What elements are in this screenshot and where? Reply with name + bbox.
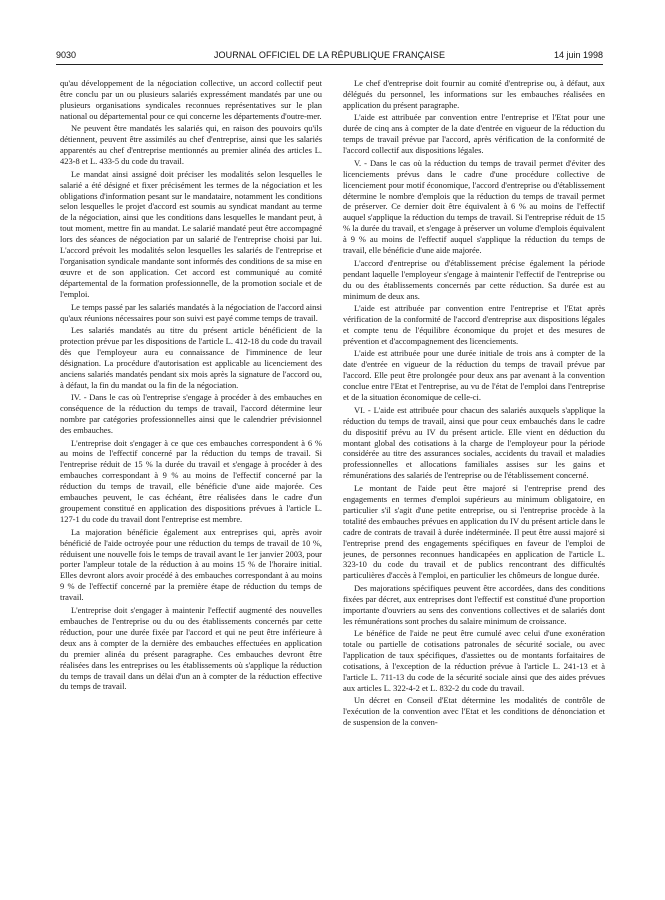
paragraph: Le chef d'entreprise doit fournir au comité d'entreprise ou, à défaut, aux délégués du personnel, les informations sur les embauches réalisées en application du présent paragraphe.: [343, 78, 605, 110]
journal-title: JOURNAL OFFICIEL DE LA RÉPUBLIQUE FRANÇAISE: [213, 50, 446, 60]
paragraph: L'entreprise doit s'engager à maintenir l'effectif augmenté des nouvelles embauches de l'entreprise ou du ou des établissements concernés par cette réduction, pour une durée fixée par l'accord et qui ne peut être inférieure à deux ans à compter de la dernière des embauches effectuées en application du premier alinéa du présent paragraphe. Ces embauches devront être réalisées dans les entreprises ou les établissements où s'applique la réduction du temps de travail dans un délai d'un an à compter de la réduction effective du temps de travail.: [60, 604, 322, 692]
paragraph: L'aide est attribuée pour une durée initiale de trois ans à compter de la date d'entrée en vigueur de la réduction du temps de travail prévue par l'accord. Elle peut être prolongée pour deux ans par avenant à la convention conclue entre l'Etat et l'entreprise, au vu de l'état de l'emploi dans l'entreprise et de la situation économique de celle-ci.: [343, 348, 605, 403]
header-rule: [56, 64, 603, 65]
paragraph: Un décret en Conseil d'Etat détermine les modalités de contrôle de l'exécution de la convention avec l'Etat et les conditions de dénonciation et de suspension de la conven-: [343, 695, 605, 728]
publication-date: 14 juin 1998: [553, 50, 603, 60]
paragraph: VI. - L'aide est attribuée pour chacun des salariés auxquels s'applique la réduction du temps de travail, ainsi que pour ceux embauchés dans le cadre du dispositif prévu au IV du présent article. Elle vient en déduction du montant global des cotisations à la charge de l'employeur pour la période considérée au titre des assurances sociales, accidents du travail et maladies professionnelles et allocations familiales assises sur les gains et rémunérations des salariés de l'entreprise ou de l'établissement concerné.: [343, 404, 605, 481]
paragraph: Des majorations spécifiques peuvent être accordées, dans des conditions fixées par décret, aux entreprises dont l'effectif est constitué d'une proportion importante d'ouvriers au sens des conventions collectives et de salariés dont les rémunérations sont proches du salaire minimum de croissance.: [343, 582, 605, 626]
paragraph: La majoration bénéficie également aux entreprises qui, après avoir bénéficié de l'aide octroyée pour une réduction du temps de travail de 10 %, réduisent une nouvelle fois le temps de travail avant le 1er janvier 2003, pour porter l'ampleur totale de la réduction à au moins 15 % de l'horaire initial. Elles devront alors avoir procédé à des embauches correspondant à au moins 9 % de l'effectif concerné par la première étape de réduction du temps de travail.: [60, 526, 322, 603]
paragraph: IV. - Dans le cas où l'entreprise s'engage à procéder à des embauches en conséquence de la réduction du temps de travail, l'accord détermine leur nombre par catégories professionnelles ainsi que le calendrier prévisionnel des embauches.: [60, 392, 322, 436]
paragraph: Le bénéfice de l'aide ne peut être cumulé avec celui d'une exonération totale ou partielle de cotisations patronales de sécurité sociale, ou avec l'application de taux spécifiques, d'assiettes ou de montants forfaitaires de cotisations, à l'exception de la réduction prévue à l'article L. 241-13 et à l'article L. 711-13 du code de la sécurité sociale ainsi que des aides prévues aux articles L. 322-4-2 et L. 832-2 du code du travail.: [343, 628, 605, 693]
paragraph: V. - Dans le cas où la réduction du temps de travail permet d'éviter des licenciements prévus dans le cadre d'une procédure collective de licenciement pour motif économique, l'accord d'entreprise ou d'établissement détermine le nombre d'emplois que la réduction du temps de travail permet de préserver. Ce dernier doit être équivalent à 6 % au moins de l'effectif auquel s'applique la réduction du temps de travail. Si l'entreprise réduit de 15 % la durée du travail, et s'engage à préserver un volume d'emplois équivalent à 9 % au moins de l'effectif auquel s'applique la réduction du temps de travail, elle bénéficie d'une aide majorée.: [343, 157, 605, 256]
paragraph: qu'au développement de la négociation collective, un accord collectif peut être conclu par un ou plusieurs salariés expressément mandatés par une ou plusieurs organisations syndicales reconnues représentatives sur le plan national ou départemental pour ce qui concerne les départements d'outre-mer.: [60, 78, 322, 121]
paragraph: Ne peuvent être mandatés les salariés qui, en raison des pouvoirs qu'ils détiennent, peuvent être assimilés au chef d'entreprise, ainsi que les salariés apparentés au chef d'entreprise mentionnés au premier alinéa des articles L. 423-8 et L. 433-5 du code du travail.: [60, 123, 322, 167]
paragraph: Le montant de l'aide peut être majoré si l'entreprise prend des engagements en termes d'emploi supérieurs au minimum obligatoire, en particulier s'il s'agit d'une petite entreprise, ou si l'entreprise procède à la totalité des embauches prévues en application du IV du présent article dans le cadre de contrats de travail à durée indéterminée. Il peut être aussi majoré si l'entreprise prend des engagements spécifiques en faveur de l'emploi de jeunes, de personnes reconnues handicapées en application de l'article L. 323-10 du code du travail et de publics rencontrant des difficultés particulières d'accès à l'emploi, en particulier les chômeurs de longue durée.: [343, 482, 605, 581]
left-column: [60, 78, 322, 892]
paragraph: Le temps passé par les salariés mandatés à la négociation de l'accord ainsi qu'aux réunions nécessaires pour son suivi est payé comme temps de travail.: [60, 301, 322, 323]
paragraph: L'accord d'entreprise ou d'établissement précise également la période pendant laquelle l'employeur s'engage à maintenir l'effectif de l'entreprise ou du ou des établissements concernés par cette réduction. Sa durée est au minimum de deux ans.: [343, 257, 605, 301]
paragraph: L'aide est attribuée par convention entre l'entreprise et l'Etat pour une durée de cinq ans à compter de la date d'entrée en vigueur de la réduction du temps de travail prévue par l'accord, après vérification de la conformité de l'accord collectif aux dispositions légales.: [343, 112, 605, 156]
paragraph: Le mandat ainsi assigné doit préciser les modalités selon lesquelles le salarié a été désigné et fixer précisément les termes de la négociation et les obligations d'information pesant sur le mandataire, notamment les conditions selon lesquelles le projet d'accord est soumis au syndicat mandant au terme de la négociation, ainsi que les conditions dans lesquelles le mandant peut, à tout moment, mettre fin au mandat. Le salarié mandaté peut être accompagné lors des séances de négociation par un salarié de l'entreprise choisi par lui. L'accord prévoit les modalités selon lesquelles les salariés de l'entreprise et l'organisation syndicale mandante sont informés des conditions de sa mise en œuvre et de son application. Cet accord est communiqué au comité départemental de la formation professionnelle, de la promotion sociale et de l'emploi.: [60, 168, 322, 300]
paragraph: Les salariés mandatés au titre du présent article bénéficient de la protection prévue par les dispositions de l'article L. 412-18 du code du travail dès que l'employeur aura eu connaissance de l'imminence de leur désignation. La procédure d'autorisation est applicable au licenciement des anciens salariés mandatés pendant six mois après la signature de l'accord ou, à défaut, la fin du mandat ou la fin de la négociation.: [60, 324, 322, 390]
paragraph: L'aide est attribuée par convention entre l'entreprise et l'Etat après vérification de la conformité de l'accord d'entreprise aux dispositions légales et compte tenu de l'équilibre économique du projet et des mesures de prévention et d'accompagnement des licenciements.: [343, 303, 605, 346]
paragraph: L'entreprise doit s'engager à ce que ces embauches correspondent à 6 % au moins de l'effectif concerné par la réduction du temps de travail. Si l'entreprise réduit de 15 % la durée du travail et s'engage à procéder à des embauches correspondant à 9 % au moins de l'effectif concerné par la réduction du temps de travail, elle bénéficie d'une aide majorée. Ces embauches peuvent, le cas échéant, être réalisées dans le cadre d'un groupement constitué en application des dispositions prévues à l'article L. 127-1 du code du travail dont l'entreprise est membre.: [60, 437, 322, 525]
page-number: 9030: [56, 50, 77, 60]
page-header: [56, 47, 603, 63]
right-column: [343, 78, 605, 892]
